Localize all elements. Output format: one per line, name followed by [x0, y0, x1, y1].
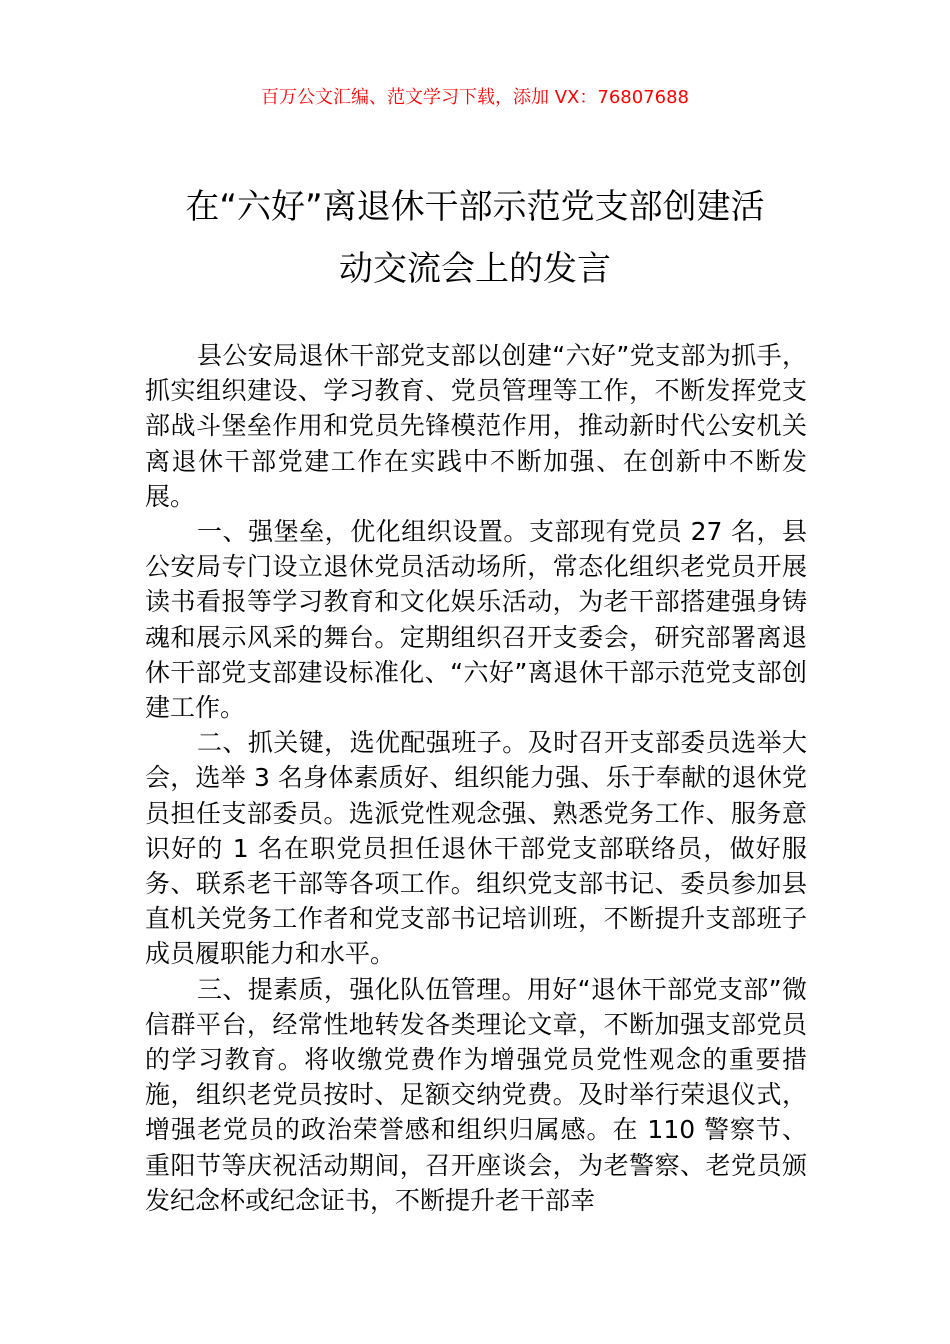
paragraph-section-2: 二、抓关键，选优配强班子。及时召开支部委员选举大会，选举 3 名身体素质好、组织能力强、乐于奉献的退休党员担任支部委员。选派党性观念强、熟悉党务工作、服务意识好的 1 名在职党员担任退休干部党支部联络员，做好服务、联系老干部等各项工作。组织党支部书记、委员参加县直机关党务工作者和党支部书记培训班，不断提升支部班子成员履职能力和水平。	[145, 728, 807, 969]
paragraph-section-1: 一、强堡垒，优化组织设置。支部现有党员 27 名，县公安局专门设立退休党员活动场所，常态化组织老党员开展读书看报等学习教育和文化娱乐活动，为老干部搭建强身铸魂和展示风采的舞台。定期组织召开支委会，研究部署离退休干部党支部建设标准化、“六好”离退休干部示范党支部创建工作。	[145, 517, 807, 723]
paragraph-intro: 县公安局退休干部党支部以创建“六好”党支部为抓手，抓实组织建设、学习教育、党员管理等工作，不断发挥党支部战斗堡垒作用和党员先锋模范作用，推动新时代公安机关离退休干部党建工作在实践中不断加强、在创新中不断发展。	[145, 341, 807, 511]
title-line-2: 动交流会上的发言	[339, 249, 611, 289]
title-line-1: 在“六好”离退休干部示范党支部创建活	[185, 187, 765, 227]
header-watermark-note: 百万公文汇编、范文学习下载，添加 VX：76807688	[261, 87, 689, 108]
document-body	[145, 338, 807, 1218]
paragraph-section-3: 三、提素质，强化队伍管理。用好“退休干部党支部”微信群平台，经常性地转发各类理论文章，不断加强支部党员的学习教育。将收缴党费作为增强党员党性观念的重要措施，组织老党员按时、足额交纳党费。及时举行荣退仪式，增强老党员的政治荣誉感和组织归属感。在 110 警察节、重阳节等庆祝活动期间，召开座谈会，为老警察、老党员颁发纪念杯或纪念证书，不断提升老干部幸	[145, 974, 807, 1215]
document-title	[145, 176, 805, 300]
